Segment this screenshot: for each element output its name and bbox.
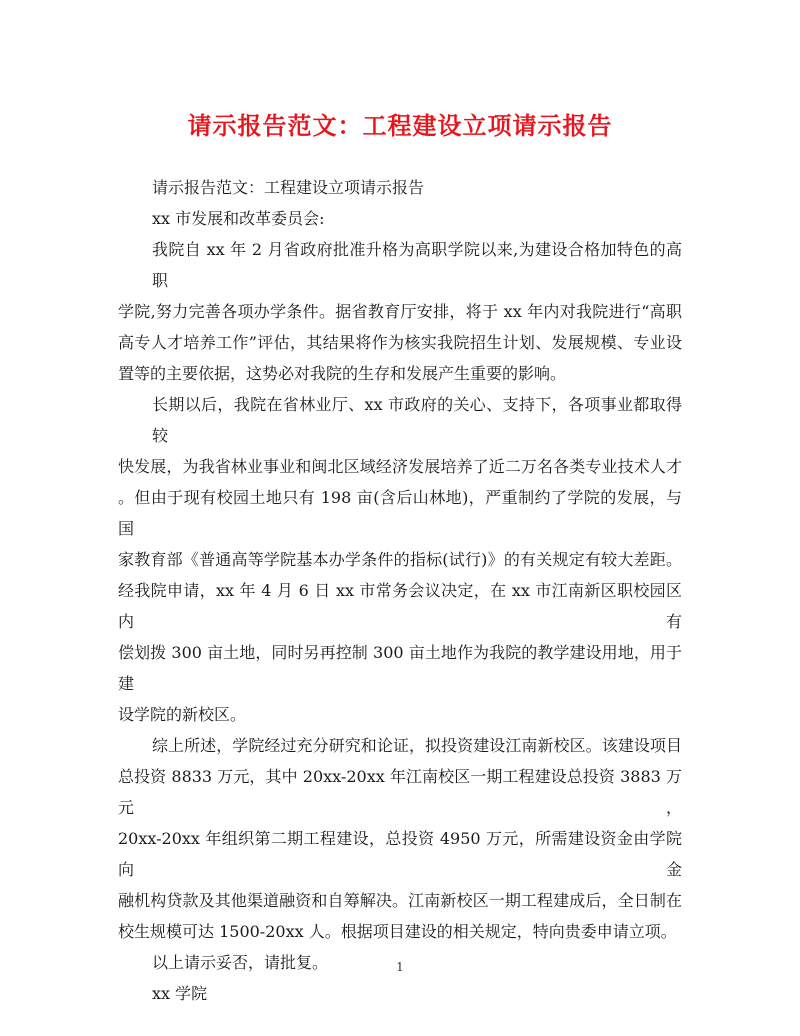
paragraph-1-line-4: 置等的主要依据，这势必对我院的生存和发展产生重要的影响。 — [118, 364, 567, 383]
paragraph-2-line-1: 长期以后，我院在省林业厅、xx 市政府的关心、支持下，各项事业都取得较 — [152, 395, 682, 445]
paragraph-1-line-2: 学院,努力完善各项办学条件。据省教育厅安排，将于 xx 年内对我院进行“高职 — [118, 302, 682, 321]
page-number: 1 — [396, 960, 404, 974]
paragraph-2-line-7: 设学院的新校区。 — [118, 705, 247, 724]
paragraph-1-line-3: 高专人才培养工作”评估，其结果将作为核实我院招生计划、发展规模、专业设 — [118, 333, 682, 352]
subtitle-line: 请示报告范文：工程建设立项请示报告 — [152, 178, 425, 197]
document-title: 请示报告范文：工程建设立项请示报告 — [187, 111, 613, 140]
paragraph-3-line-1: 综上所述，学院经过充分研究和论证，拟投资建设江南新校区。该建设项目 — [152, 736, 682, 755]
paragraph-1-line-1: 我院自 xx 年 2 月省政府批准升格为高职学院以来,为建设合格加特色的高职 — [152, 240, 682, 290]
paragraph-3-line-3: 20xx-20xx 年组织第二期工程建设，总投资 4950 万元，所需建设资金由学院向金 — [118, 829, 682, 879]
paragraph-3-line-4: 融机构贷款及其他渠道融资和自筹解决。江南新校区一期工程建成后，全日制在 — [118, 891, 682, 910]
paragraph-2-line-4: 家教育部《普通高等学院基本办学条件的指标(试行)》的有关规定有较大差距。 — [118, 550, 682, 569]
paragraph-3-line-2: 总投资 8833 万元，其中 20xx-20xx 年江南校区一期工程建设总投资 3883 万元， — [118, 767, 682, 817]
paragraph-2-line-2: 快发展，为我省林业事业和闽北区域经济发展培养了近二万名各类专业技术人才 — [118, 457, 682, 476]
paragraph-3-line-5: 校生规模可达 1500-20xx 人。根据项目建设的相关规定，特向贵委申请立项。 — [118, 922, 677, 941]
document-body — [118, 172, 682, 1009]
paragraph-2-line-6: 偿划拨 300 亩土地，同时另再控制 300 亩土地作为我院的教学建设用地，用于建 — [118, 643, 682, 693]
addressee-line: xx 市发展和改革委员会: — [152, 209, 325, 228]
paragraph-2-line-5: 经我院申请，xx 年 4 月 6 日 xx 市常务会议决定，在 xx 市江南新区职校园区内有 — [118, 581, 682, 631]
paragraph-2-line-3: 。但由于现有校园土地只有 198 亩(含后山林地)，严重制约了学院的发展，与国 — [118, 488, 682, 538]
signature-line: xx 学院 — [152, 984, 208, 1003]
closing-line: 以上请示妥否，请批复。 — [152, 953, 329, 972]
